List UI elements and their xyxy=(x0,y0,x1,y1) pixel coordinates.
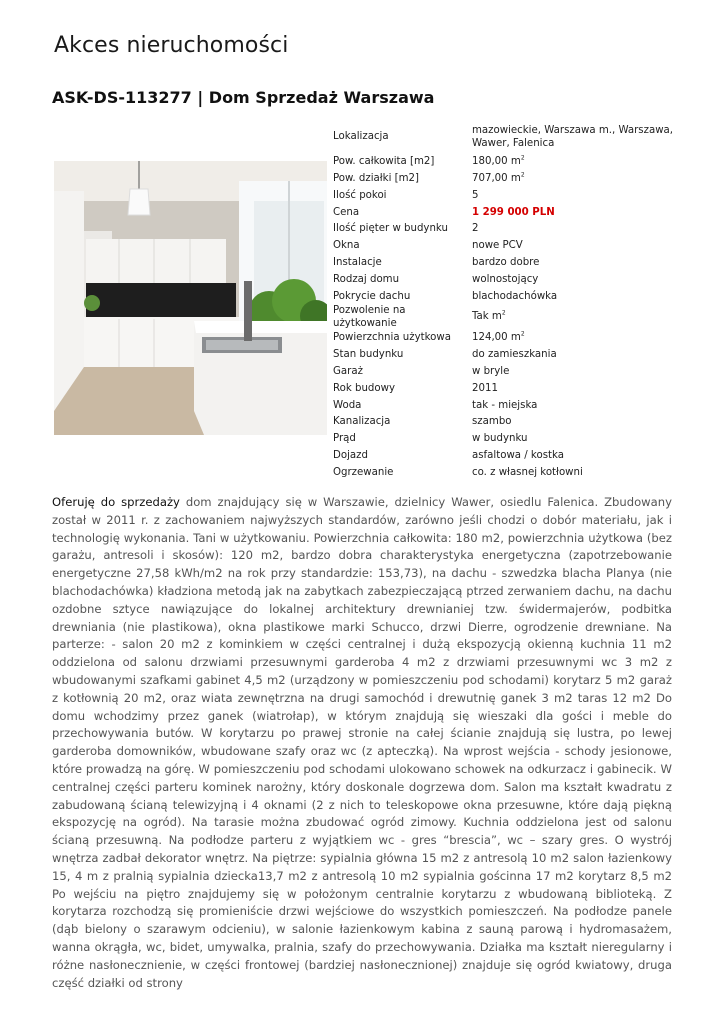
property-value xyxy=(469,255,675,272)
property-row xyxy=(330,255,675,272)
property-label: Kanalizacja xyxy=(333,416,391,428)
property-row xyxy=(330,465,675,482)
property-row xyxy=(330,204,675,221)
property-label: Dojazd xyxy=(333,449,368,461)
property-label: Stan budynku xyxy=(333,349,404,361)
unit-superscript: 2 xyxy=(520,330,525,338)
property-value-text: szambo xyxy=(472,416,512,428)
property-value xyxy=(469,171,675,188)
property-value xyxy=(469,154,675,171)
property-value xyxy=(469,364,675,381)
description-text: dom znajdujący się w Warszawie, dzielnicy Wawer, osiedlu Falenica. Zbudowany został w 2011 r. z zachowaniem najwyższych standardów, zarówno jeśli chodzi o dobór materiału, jak i technologię wykonania. Tani w użytkowaniu. Powierzchnia całkowita: 180 m2, powierzchnia użytkowa (bez garażu, antresoli i skosów): 120 m2, bardzo dobra charakterystyka energetyczna (zapotrzebowanie energetyczne 27,58 kWh/m2 na rok przy standardzie: 153,73), na dachu - szwedzka blacha Planya (nie blachodachówka) kładziona metodą jak na zabytkach zabezpieczającą ptrzed zerwaniem dachu, na dachu ozdobne sztyce nawiązujące do lokalnej architektury drewnianiej tzw. świdermajerów, podbitka drewniania (nie plastikowa), okna plastikowe marki Schucco, drzwi Dierre, ogrodzenie drewniane. Na parterze: - salon 20 m2 z kominkiem w części centralnej i dużą ekspozycją okienną kuchnia 11 m2 oddzielona od salonu drzwiami przesuwnymi garderoba 4 m2 z drzwiami przesuwnymi wc 3 m2 z wbudowanymi szafkami gabinet 4,5 m2 (urządzony w pomieszczeniu pod schodami) korytarz 5 m2 garaż z kotłownią 20 m2, oraz wiata zewnętrzna na drugi samochód i drewutnię ganek 3 m2 taras 12 m2 Do domu wchodzimy przez ganek (wiatrołap), w którym znajdują się wieszaki dla gości i meble do przechowywania butów. W korytarzu po prawej stronie na całej ścianie znajdują się lustra, po lewej garderoba domowników, wbudowane szafy oraz wc (z apteczką). Na wprost wejścia - schody jesionowe, które prowadzą na górę. W pomieszczeniu pod schodami ulokowano schowek na odkurzacz i gabinecik. W centralnej części parteru kominek narożny, który doskonale dogrzewa dom. Salon ma kształt kwadratu z zabudowaną ścianą telewizyjną i 4 oknami (2 z nich to teleskopowe okna przesuwne, które dają piękną ekspozycję na ogród). Na tarasie można zbudować ogród zimowy. Kuchnia oddzielona jest od salonu ścianą przesuwną. Na podłodze parteru z wyjątkiem wc - gres “brescia”, wc – szary gres. O wystrój wnętrza zadbał dekorator wnętrz. Na piętrze: sypialnia główna 15 m2 z antresolą 10 m2 salon łazienkowy 15, 4 m z pralnią sypialnia dziecka13,7 m2 z antresolą 10 m2 sypialnia gościnna 17 m2 korytarz 8,5 m2 Po wejściu na piętro znajdujemy się w położonym centralnie korytarzu z wbudowaną biblioteką. Z korytarza rozchodzą się promieniście drzwi wejściowe do wszystkich pomieszczeń. Na podłodze panele (dąb bielony o szarawym odcieniu), w salonie łazienkowym kabina z sauną parową i hydromasażem, wanna okrągła, wc, bidet, umywalka, pralnia, szafy do przechowywania. Działka ma kształt nieregularny i różne nasłonecznienie, w części frontowej (bardziej nasłonecznionej) znajduje się ogród kwiatowy, druga część działki od strony xyxy=(52,495,672,990)
property-value-text: 124,00 m xyxy=(472,332,521,344)
property-value-text: 180,00 m xyxy=(472,156,521,168)
property-value xyxy=(469,272,675,289)
property-value xyxy=(469,330,675,347)
unit-superscript: 2 xyxy=(501,310,506,318)
property-row xyxy=(330,154,675,171)
property-value-text: w budynku xyxy=(472,433,528,445)
kitchen-photo-illustration xyxy=(54,161,327,435)
property-value-text: do zamieszkania xyxy=(472,349,557,361)
property-row xyxy=(330,221,675,238)
property-row xyxy=(330,330,675,347)
property-label: Powierzchnia użytkowa xyxy=(333,332,451,344)
property-label: Rodzaj domu xyxy=(333,273,400,285)
property-value xyxy=(469,238,675,255)
property-label: Ilość pięter w budynku xyxy=(333,223,448,235)
property-label: Pow. działki [m2] xyxy=(333,172,419,184)
property-value-text: 5 xyxy=(472,189,479,201)
property-value xyxy=(469,414,675,431)
property-value xyxy=(469,305,675,330)
property-value-text: bardzo dobre xyxy=(472,256,540,268)
property-row xyxy=(330,364,675,381)
property-value-text: mazowieckie, Warszawa m., Warszawa, Wawer, Falenica xyxy=(472,125,674,149)
property-label: Prąd xyxy=(333,433,356,445)
property-row xyxy=(330,238,675,255)
property-row xyxy=(330,121,675,154)
property-row xyxy=(330,397,675,414)
property-label: Cena xyxy=(333,206,360,218)
property-label: Okna xyxy=(333,240,360,252)
description-lead: Oferuję do sprzedaży xyxy=(52,495,180,509)
property-value xyxy=(469,204,675,221)
property-value-text: nowe PCV xyxy=(472,240,523,252)
property-label: Garaż xyxy=(333,365,363,377)
property-value-text: asfaltowa / kostka xyxy=(472,449,564,461)
property-value-text: 2 xyxy=(472,223,479,235)
property-value xyxy=(469,431,675,448)
property-value-text: tak - miejska xyxy=(472,399,538,411)
property-row xyxy=(330,347,675,364)
property-row xyxy=(330,171,675,188)
property-value xyxy=(469,121,675,154)
property-value xyxy=(469,448,675,465)
property-row xyxy=(330,414,675,431)
property-value-text: blachodachówka xyxy=(472,290,558,302)
property-row xyxy=(330,272,675,289)
property-label: Ilość pokoi xyxy=(333,189,387,201)
listing-photo xyxy=(54,161,327,435)
property-value-text: co. z własnej kotłowni xyxy=(472,466,583,478)
property-label: Pokrycie dachu xyxy=(333,290,411,302)
property-label: Pozwolenie na użytkowanie xyxy=(333,305,406,329)
property-value xyxy=(469,397,675,414)
property-value-text: 1 299 000 PLN xyxy=(472,206,555,218)
property-label: Rok budowy xyxy=(333,382,395,394)
property-value-text: 707,00 m xyxy=(472,172,521,184)
property-label: Lokalizacja xyxy=(333,131,389,143)
unit-superscript: 2 xyxy=(520,154,525,162)
property-row xyxy=(330,305,675,330)
property-row xyxy=(330,188,675,205)
property-value xyxy=(469,288,675,305)
property-value-text: wolnostojący xyxy=(472,273,539,285)
property-value xyxy=(469,347,675,364)
property-row xyxy=(330,448,675,465)
property-row xyxy=(330,431,675,448)
property-row xyxy=(330,381,675,398)
property-label: Instalacje xyxy=(333,256,382,268)
listing-title: ASK-DS-113277 | Dom Sprzedaż Warszawa xyxy=(52,88,435,107)
property-value-text: w bryle xyxy=(472,365,510,377)
property-row xyxy=(330,288,675,305)
unit-superscript: 2 xyxy=(520,171,525,179)
listing-description xyxy=(52,494,672,992)
property-value-text: 2011 xyxy=(472,382,498,394)
property-value xyxy=(469,188,675,205)
property-details-table xyxy=(330,121,675,481)
property-label: Pow. całkowita [m2] xyxy=(333,156,435,168)
property-label: Woda xyxy=(333,399,362,411)
property-value xyxy=(469,221,675,238)
brand-title: Akces nieruchomości xyxy=(54,33,289,58)
property-value xyxy=(469,381,675,398)
property-label: Ogrzewanie xyxy=(333,466,394,478)
property-value-text: Tak m xyxy=(472,311,502,323)
property-value xyxy=(469,465,675,482)
